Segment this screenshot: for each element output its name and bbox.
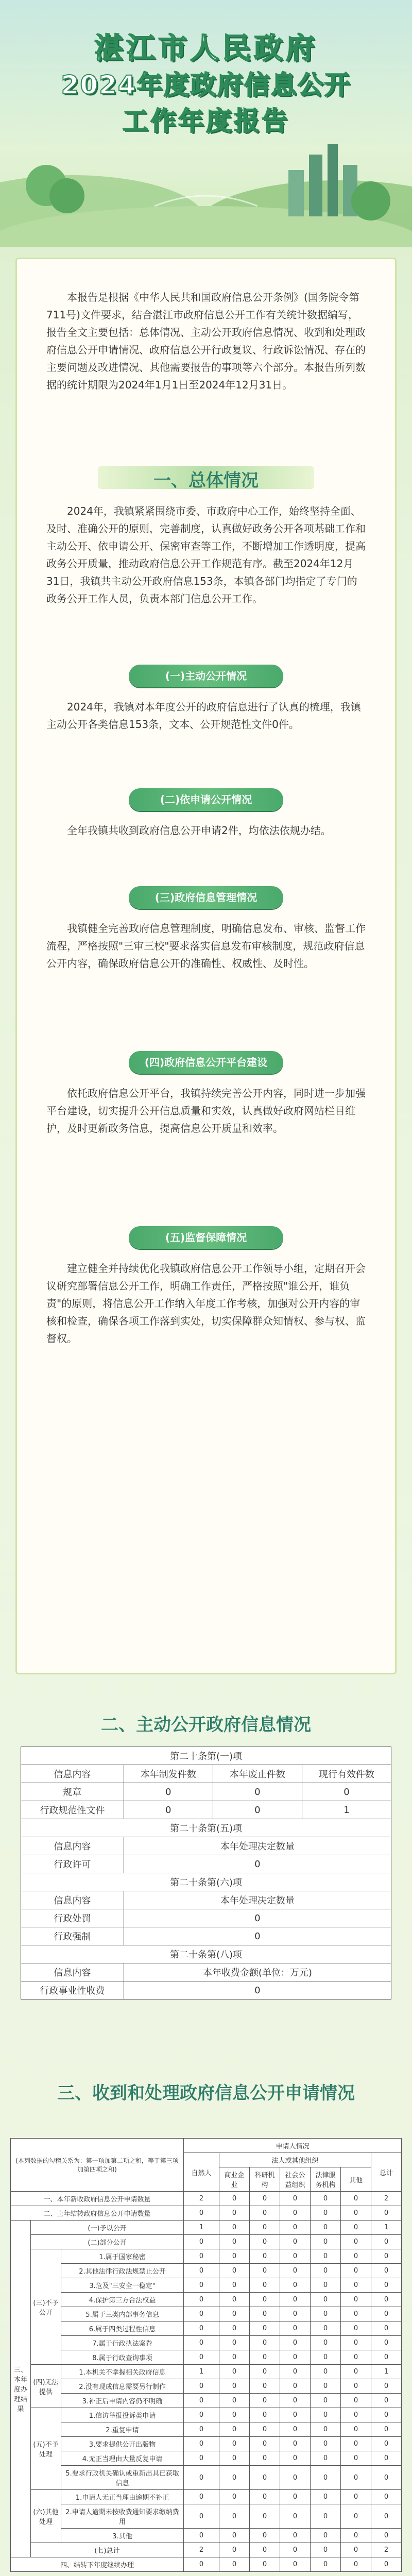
- table-cell: 0: [184, 2437, 219, 2451]
- table-cell: 0: [219, 2321, 250, 2336]
- table-cell: 0: [219, 2293, 250, 2307]
- table-cell: 0: [184, 2379, 219, 2394]
- table-cell: 0: [250, 2504, 280, 2529]
- header-line-1: 湛江市人民政府: [94, 32, 318, 65]
- table-cell: 0: [341, 2235, 371, 2249]
- table-cell: 0: [341, 2336, 371, 2350]
- row-label: 4.保护第三方合法权益: [61, 2293, 184, 2307]
- table-cell: 规章: [21, 1783, 124, 1801]
- table-cell: 0: [280, 2557, 311, 2572]
- table-cell: 0: [250, 2221, 280, 2235]
- table-cell: 0: [219, 2350, 250, 2365]
- table-cell: 0: [371, 2557, 402, 2572]
- table-cell: 0: [280, 2221, 311, 2235]
- table-cell: 0: [371, 2451, 402, 2466]
- column-header: 本年制发件数: [124, 1765, 213, 1783]
- table-cell: 0: [184, 2529, 219, 2543]
- table-cell: 0: [124, 1783, 213, 1801]
- table-cell: 0: [219, 2249, 250, 2264]
- table-cell: 0: [280, 2336, 311, 2350]
- table-cell: 0: [311, 2437, 341, 2451]
- table-cell: 0: [250, 2529, 280, 2543]
- table-cell: 0: [311, 2394, 341, 2408]
- table-cell: 0: [341, 2529, 371, 2543]
- table-cell: 0: [250, 2235, 280, 2249]
- table-cell: 0: [341, 2408, 371, 2422]
- table-row: [11, 2307, 402, 2321]
- table-cell: 0: [280, 2490, 311, 2504]
- row-group-label: 三、本年度办理结果: [11, 2221, 31, 2557]
- paragraph-platform: 依托政府信息公开平台，我镇持续完善公开内容，同时进一步加强平台建设，切实提升公开信息质量和实效，认真做好政府网站栏目维护，及时更新政务信息，提高信息公开质量和效率。: [46, 1087, 366, 1134]
- table-row: [11, 2278, 402, 2293]
- table-cell: 0: [184, 2235, 219, 2249]
- table-cell: 1: [302, 1801, 391, 1819]
- table-cell: 0: [184, 2422, 219, 2437]
- subheading-on-request: (二)依申请公开情况: [129, 788, 283, 811]
- table-cell: 0: [371, 2278, 402, 2293]
- table-cell: 0: [371, 2490, 402, 2504]
- table-cell: 0: [124, 1909, 391, 1927]
- table-row: [11, 2365, 402, 2379]
- row-label: 3.补正后申请内容仍不明确: [61, 2394, 184, 2408]
- intro-paragraph: 本报告是根据《中华人民共和国政府信息公开条例》(国务院令第711号)文件要求，结合湛江市政府信息公开工作有关统计数据编写，报告全文主要包括：总体情况、主动公开政府信息情况、收到和处理政府信息公开申请情况、政府信息公开行政复议、行政诉讼情况、存在的主要问题及改进情况、其他需要报告的事项等六个部分。本报告所列数据的统计期限为2024年1月1日至2024年12月31日。: [46, 291, 366, 391]
- table-cell: 0: [219, 2336, 250, 2350]
- column-header: 现行有效件数: [302, 1765, 391, 1783]
- table-cell: 0: [341, 2293, 371, 2307]
- row-label: 2.其他法律行政法规禁止公开: [61, 2264, 184, 2278]
- table-cell: 0: [280, 2422, 311, 2437]
- table-cell: 0: [250, 2293, 280, 2307]
- subheading-info-management: (三)政府信息管理情况: [129, 886, 283, 909]
- row-group-label: (四)无法提供: [31, 2365, 61, 2408]
- table-cell: 0: [250, 2321, 280, 2336]
- table-cell: 0: [341, 2504, 371, 2529]
- table-row: [11, 2490, 402, 2504]
- table-cell: 0: [124, 1927, 391, 1945]
- table-heading: 第二十条第(六)项: [21, 1873, 391, 1891]
- table-cell: 0: [341, 2206, 371, 2221]
- column-header: 商业企业: [219, 2167, 250, 2192]
- table-cell: 0: [250, 2557, 280, 2572]
- table-cell: 0: [124, 1981, 391, 1999]
- table-cell: 0: [280, 2249, 311, 2264]
- table-cell: 0: [311, 2321, 341, 2336]
- table-cell: 0: [311, 2249, 341, 2264]
- table-cell: 0: [184, 2557, 219, 2572]
- table-cell: 0: [280, 2321, 311, 2336]
- table-cell: 0: [371, 2336, 402, 2350]
- row-label: 1.本机关不掌握相关政府信息: [61, 2365, 184, 2379]
- table-cell: 0: [184, 2504, 219, 2529]
- paragraph-info-management: 我镇健全完善政府信息管理制度，明确信息发布、审核、监督工作流程，严格按照"三审三校"要求落实信息发布审核制度，规范政府信息公开内容，确保政府信息公开的准确性、权威性、及时性。: [46, 922, 366, 970]
- table-cell: 0: [311, 2408, 341, 2422]
- row-label: 1.申请人无正当理由逾期不补正: [61, 2490, 184, 2504]
- table-cell: 0: [213, 1801, 302, 1819]
- table-row: [11, 2379, 402, 2394]
- table-cell: 0: [184, 2293, 219, 2307]
- table-cell: 0: [311, 2451, 341, 2466]
- table-cell: 0: [341, 2451, 371, 2466]
- table-cell: 0: [219, 2394, 250, 2408]
- table-cell: 0: [311, 2379, 341, 2394]
- table-cell: 0: [213, 1783, 302, 1801]
- column-header: 本年处理决定数量: [124, 1837, 391, 1855]
- table-cell: 0: [250, 2278, 280, 2293]
- row-label: 4.无正当理由大量反复申请: [61, 2451, 184, 2466]
- table-cell: 0: [371, 2249, 402, 2264]
- table-cell: 0: [250, 2307, 280, 2321]
- table-row: [11, 2249, 402, 2264]
- table-cell: 0: [219, 2264, 250, 2278]
- table-cell: 0: [311, 2365, 341, 2379]
- table-cell: 0: [250, 2206, 280, 2221]
- table-cell: 0: [250, 2451, 280, 2466]
- row-group-label: (五)不予处理: [31, 2408, 61, 2490]
- row-label: 8.属于行政查询事项: [61, 2350, 184, 2365]
- table-cell: 0: [219, 2365, 250, 2379]
- header-line-2: 2024年度政府信息公开: [61, 70, 351, 100]
- table-cell: 0: [371, 2437, 402, 2451]
- table-cell: 0: [341, 2490, 371, 2504]
- table-row: [11, 2408, 402, 2422]
- column-header: 自然人: [184, 2153, 219, 2192]
- table-cell: 0: [311, 2336, 341, 2350]
- table-cell: 0: [341, 2437, 371, 2451]
- table-cell: 0: [219, 2278, 250, 2293]
- table-cell: 0: [219, 2206, 250, 2221]
- table-cell: 0: [341, 2307, 371, 2321]
- table-cell: 0: [341, 2543, 371, 2557]
- table-cell: 0: [371, 2529, 402, 2543]
- table-row: [11, 2264, 402, 2278]
- table-cell: 0: [311, 2422, 341, 2437]
- table-cell: 1: [371, 2221, 402, 2235]
- table-cell: 0: [311, 2529, 341, 2543]
- table-cell: 0: [280, 2408, 311, 2422]
- table-cell: 1: [371, 2365, 402, 2379]
- row-label: 四、结转下年度继续办理: [11, 2557, 184, 2572]
- table-row: [21, 1981, 391, 1999]
- row-label: 2.申请人逾期未按收费通知要求缴纳费用: [61, 2504, 184, 2529]
- table-cell: 0: [371, 2422, 402, 2437]
- table-cell: 0: [371, 2350, 402, 2365]
- table-cell: 1: [184, 2221, 219, 2235]
- table-cell: 0: [250, 2249, 280, 2264]
- paragraph-on-request: 全年我镇共收到政府信息公开申请2件，均依法依规办结。: [67, 824, 331, 837]
- table-cell: 0: [371, 2293, 402, 2307]
- table-row: [11, 2437, 402, 2451]
- column-group-header: 申请人情况: [184, 2139, 402, 2153]
- table-cell: 0: [219, 2379, 250, 2394]
- table-cell: 0: [184, 2394, 219, 2408]
- table-cell: 0: [184, 2321, 219, 2336]
- table-cell: 0: [311, 2221, 341, 2235]
- table-cell: 0: [280, 2504, 311, 2529]
- table-cell: 0: [341, 2278, 371, 2293]
- row-group-label: (六)其他处理: [31, 2490, 61, 2543]
- table-cell: 0: [341, 2365, 371, 2379]
- table-cell: 行政处罚: [21, 1909, 124, 1927]
- table-cell: 0: [341, 2350, 371, 2365]
- table-row: [11, 2206, 402, 2221]
- column-header: 其他: [341, 2167, 371, 2192]
- table-cell: 0: [250, 2490, 280, 2504]
- table-cell: 0: [280, 2529, 311, 2543]
- table-cell: 0: [250, 2408, 280, 2422]
- table-cell: 0: [371, 2394, 402, 2408]
- table-cell: 0: [280, 2451, 311, 2466]
- table-cell: 0: [184, 2490, 219, 2504]
- column-header: 法律服务机构: [311, 2167, 341, 2192]
- table-cell: 0: [250, 2422, 280, 2437]
- table-cell: 0: [250, 2379, 280, 2394]
- table-cell: 0: [250, 2350, 280, 2365]
- column-header: 本年处理决定数量: [124, 1891, 391, 1909]
- table-cell: 0: [280, 2307, 311, 2321]
- table-cell: 0: [124, 1855, 391, 1873]
- row-label: 1.信访举报投诉类申请: [61, 2408, 184, 2422]
- table-cell: 0: [250, 2192, 280, 2206]
- table-cell: 0: [184, 2350, 219, 2365]
- table-cell: 0: [184, 2336, 219, 2350]
- table-row: [11, 2422, 402, 2437]
- table-cell: 0: [250, 2437, 280, 2451]
- section-1-title: 一、总体情况: [153, 470, 259, 491]
- table-cell: 0: [250, 2543, 280, 2557]
- table-cell: 0: [311, 2350, 341, 2365]
- table-row: [11, 2529, 402, 2543]
- table-cell: 0: [280, 2365, 311, 2379]
- table-cell: 0: [341, 2192, 371, 2206]
- table-cell: 0: [311, 2307, 341, 2321]
- table-row: [21, 1927, 391, 1945]
- table-row: [11, 2466, 402, 2490]
- table-cell: 0: [371, 2408, 402, 2422]
- table-cell: 0: [219, 2557, 250, 2572]
- table-row: [11, 2504, 402, 2529]
- table-row: [21, 1855, 391, 1873]
- table-cell: 0: [341, 2221, 371, 2235]
- table-cell: 0: [341, 2264, 371, 2278]
- table-cell: 0: [311, 2557, 341, 2572]
- application-table-body: [11, 2192, 402, 2572]
- table-cell: 0: [311, 2264, 341, 2278]
- paragraph-supervision: 建立健全并持续优化我镇政府信息公开工作领导小组，定期召开会议研究部署信息公开工作，明确工作责任，严格按照"谁公开，谁负责"的原则，将信息公开工作纳入年度工作考核，加强对公开内容的审核和检查，确保各项工作落到实处，切实保障群众知情权、参与权、监督权。: [46, 1262, 366, 1345]
- table-cell: 0: [219, 2529, 250, 2543]
- table-cell: 0: [371, 2264, 402, 2278]
- subheading-platform: (四)政府信息公开平台建设: [129, 1051, 283, 1074]
- table-cell: 0: [280, 2264, 311, 2278]
- table-cell: 0: [219, 2422, 250, 2437]
- table-row: [11, 2394, 402, 2408]
- table-cell: 0: [184, 2264, 219, 2278]
- column-header: 科研机构: [250, 2167, 280, 2192]
- row-label: 5.要求行政机关确认或重新出具已获取信息: [61, 2466, 184, 2490]
- table-cell: 0: [280, 2206, 311, 2221]
- row-label: 2.没有现成信息需要另行制作: [61, 2379, 184, 2394]
- table-cell: 0: [371, 2466, 402, 2490]
- column-header: 信息内容: [21, 1837, 124, 1855]
- table-cell: 0: [280, 2350, 311, 2365]
- table-row: [11, 2235, 402, 2249]
- table-cell: 0: [341, 2422, 371, 2437]
- active-disclosure-table: [21, 1747, 391, 1999]
- table-cell: 0: [280, 2293, 311, 2307]
- table-cell: 0: [280, 2437, 311, 2451]
- table-heading: 第二十条第(五)项: [21, 1819, 391, 1837]
- table-cell: 0: [280, 2235, 311, 2249]
- column-group-header: 法人或其他组织: [219, 2153, 371, 2167]
- table-cell: 0: [341, 2466, 371, 2490]
- table-cell: 2: [371, 2192, 402, 2206]
- table-cell: 0: [311, 2543, 341, 2557]
- table-cell: 0: [219, 2451, 250, 2466]
- column-header: 信息内容: [21, 1891, 124, 1909]
- table-row: [21, 1801, 391, 1819]
- row-group-label: (三)不予公开: [31, 2249, 61, 2365]
- table-cell: 0: [341, 2557, 371, 2572]
- table-cell: 0: [219, 2504, 250, 2529]
- row-label: 7.属于行政执法案卷: [61, 2336, 184, 2350]
- table-cell: 0: [219, 2408, 250, 2422]
- table-cell: 0: [371, 2321, 402, 2336]
- table-cell: 0: [250, 2264, 280, 2278]
- row-label: 3.其他: [61, 2529, 184, 2543]
- column-header: 总计: [371, 2153, 402, 2192]
- row-label: 3.要求提供公开出版物: [61, 2437, 184, 2451]
- table-cell: 0: [219, 2437, 250, 2451]
- table-cell: 行政强制: [21, 1927, 124, 1945]
- row-label: (七)总计: [31, 2543, 184, 2557]
- table-cell: 0: [311, 2192, 341, 2206]
- table-cell: 0: [371, 2379, 402, 2394]
- table-row: [11, 2192, 402, 2206]
- table-cell: 0: [311, 2293, 341, 2307]
- table-cell: 0: [341, 2249, 371, 2264]
- table-cell: 0: [311, 2490, 341, 2504]
- table-cell: 0: [219, 2543, 250, 2557]
- table-row: [11, 2451, 402, 2466]
- section-2-title: 二、主动公开政府信息情况: [101, 1715, 311, 1735]
- table-cell: 0: [371, 2235, 402, 2249]
- table-cell: 0: [280, 2543, 311, 2557]
- table-cell: 0: [184, 2307, 219, 2321]
- table-cell: 0: [250, 2365, 280, 2379]
- table-cell: 1: [184, 2365, 219, 2379]
- column-header: 本年收费金额(单位：万元): [124, 1963, 391, 1981]
- subheading-supervision: (五)监督保障情况: [129, 1226, 283, 1249]
- table-cell: 0: [302, 1783, 391, 1801]
- report-header: [0, 0, 412, 247]
- column-header: 信息内容: [21, 1765, 124, 1783]
- table-row: [11, 2557, 402, 2572]
- column-header: 信息内容: [21, 1963, 124, 1981]
- table-row: [11, 2350, 402, 2365]
- table-cell: 0: [341, 2379, 371, 2394]
- table-cell: 0: [184, 2466, 219, 2490]
- row-label: 1.属于国家秘密: [61, 2249, 184, 2264]
- table-cell: 0: [219, 2490, 250, 2504]
- table-row: [11, 2336, 402, 2350]
- table-cell: 0: [219, 2192, 250, 2206]
- table-cell: 0: [219, 2235, 250, 2249]
- table-row: [21, 1783, 391, 1801]
- table-cell: 0: [184, 2206, 219, 2221]
- table-row: [21, 1909, 391, 1927]
- table-cell: 0: [311, 2466, 341, 2490]
- table-cell: 0: [311, 2235, 341, 2249]
- section-3-title: 三、收到和处理政府信息公开申请情况: [57, 2083, 355, 2104]
- table-cell: 2: [184, 2192, 219, 2206]
- table-cell: 0: [219, 2307, 250, 2321]
- table-cell: 0: [280, 2278, 311, 2293]
- table-cell: 2: [371, 2543, 402, 2557]
- section-1-paragraph: 2024年，我镇紧紧围绕市委、市政府中心工作，始终坚持全面、及时、准确公开的原则，完善制度，认真做好政务公开各项基础工作和主动公开、依申请公开、保密审查等工作，不断增加工作透明度，提高政务公开质量，推动政府信息公开工作规范有序。截至2024年12月31日，我镇共主动公开政府信息153条，本镇各部门均指定了专门的政务公开工作人员，负责本部门信息公开工作。: [46, 505, 366, 605]
- table-cell: 0: [184, 2408, 219, 2422]
- table-note-cell: (本列数据的勾稽关系为：第一项加第二项之和，等于第三项加第四项之和): [11, 2139, 184, 2192]
- table-cell: 行政事业性收费: [21, 1981, 124, 1999]
- row-label: (一)予以公开: [31, 2221, 184, 2235]
- table-cell: 行政规范性文件: [21, 1801, 124, 1819]
- table-cell: 0: [371, 2206, 402, 2221]
- table-row: [11, 2293, 402, 2307]
- row-label: 6.属于四类过程性信息: [61, 2321, 184, 2336]
- row-label: 二、上年结转政府信息公开申请数量: [11, 2206, 184, 2221]
- table-cell: 0: [311, 2504, 341, 2529]
- table-heading: 第二十条第(八)项: [21, 1945, 391, 1963]
- table-cell: 0: [219, 2221, 250, 2235]
- subheading-active-disclosure: (一)主动公开情况: [129, 665, 283, 687]
- table-heading: 第二十条第(一)项: [21, 1747, 391, 1765]
- table-cell: 行政许可: [21, 1855, 124, 1873]
- row-label: 一、本年新收政府信息公开申请数量: [11, 2192, 184, 2206]
- table-cell: 0: [280, 2192, 311, 2206]
- table-row: [11, 2221, 402, 2235]
- paragraph-active-disclosure: 2024年，我镇对本年度公开的政府信息进行了认真的梳理，我镇主动公开各类信息153条，文本、公开规范性文件0件。: [46, 701, 361, 731]
- table-cell: 0: [341, 2394, 371, 2408]
- table-row: [11, 2543, 402, 2557]
- column-header: 本年废止件数: [213, 1765, 302, 1783]
- table-cell: 0: [250, 2394, 280, 2408]
- table-cell: 0: [371, 2504, 402, 2529]
- application-table: [10, 2138, 402, 2572]
- table-row: [11, 2321, 402, 2336]
- table-cell: 2: [184, 2543, 219, 2557]
- header-line-3: 工作年度报告: [123, 106, 289, 136]
- table-cell: 0: [341, 2321, 371, 2336]
- table-cell: 0: [250, 2336, 280, 2350]
- row-label: 3.危及"三安全一稳定": [61, 2278, 184, 2293]
- table-cell: 0: [219, 2466, 250, 2490]
- row-label: (二)部分公开: [31, 2235, 184, 2249]
- table-cell: 0: [311, 2278, 341, 2293]
- table-cell: 0: [280, 2466, 311, 2490]
- table-cell: 0: [280, 2379, 311, 2394]
- table-cell: 0: [184, 2451, 219, 2466]
- table-cell: 0: [280, 2394, 311, 2408]
- row-label: 2.重复申请: [61, 2422, 184, 2437]
- table-cell: 0: [311, 2206, 341, 2221]
- table-cell: 0: [124, 1801, 213, 1819]
- table-cell: 0: [184, 2278, 219, 2293]
- column-header: 社会公益组织: [280, 2167, 311, 2192]
- table-cell: 0: [371, 2307, 402, 2321]
- table-cell: 0: [184, 2249, 219, 2264]
- table-cell: 0: [250, 2466, 280, 2490]
- row-label: 5.属于三类内部事务信息: [61, 2307, 184, 2321]
